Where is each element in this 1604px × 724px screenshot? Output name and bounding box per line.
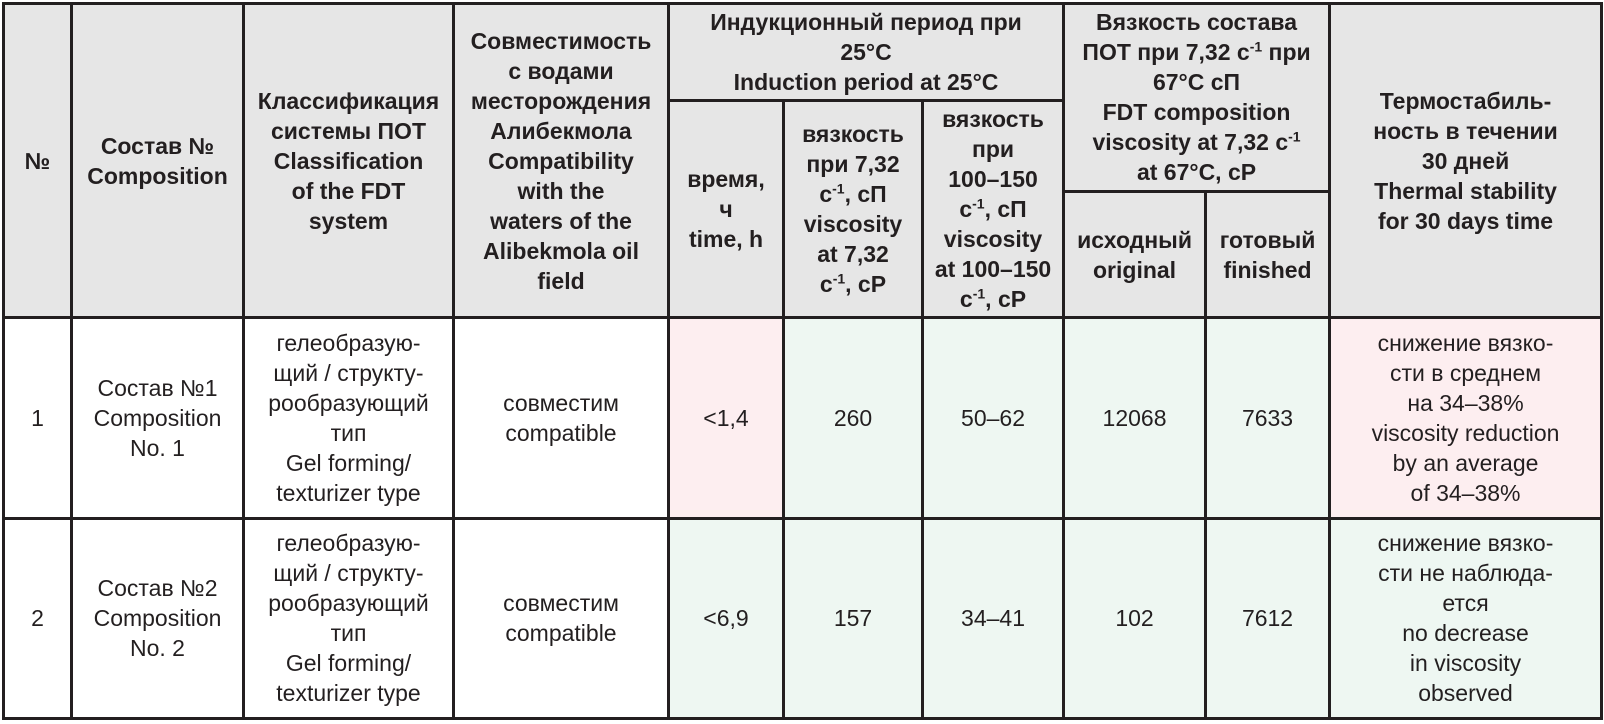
cell-text-line: viscosity reduction	[1371, 420, 1560, 447]
header-text-line: $с^{-1}$, сП	[819, 180, 887, 208]
cell-original: 12068	[1064, 318, 1206, 518]
cell-classification	[244, 518, 454, 718]
header-text-line: original	[1093, 256, 1177, 283]
cell-thermal-stability	[1330, 318, 1602, 518]
header-text-line: при 7,32	[806, 151, 900, 178]
cell-text-line: of 34–38%	[1410, 480, 1521, 507]
header-text-line: $с^{-1}$, сП	[959, 195, 1027, 223]
header-text-line: $с^{-1}$, сP	[819, 270, 887, 298]
header-finished	[1206, 191, 1330, 318]
cell-text-line: in viscosity	[1409, 650, 1522, 677]
header-text-line: системы ПОТ	[271, 117, 426, 144]
cell-text-line: гелеобразую-	[276, 530, 421, 557]
cell-num: 2	[4, 518, 72, 718]
cell-text-line: texturizer type	[276, 480, 421, 507]
cell-text-line: щий / структу-	[273, 560, 424, 587]
header-composition	[72, 4, 244, 318]
header-text-line: готовый	[1219, 226, 1316, 253]
header-fdt-viscosity	[1064, 4, 1330, 192]
header-text-line: Вязкость состава	[1096, 9, 1298, 36]
cell-viscosity-732: 157	[784, 518, 923, 718]
header-text-line: viscosity	[803, 211, 903, 238]
header-text-line: при	[971, 136, 1015, 163]
cell-text-line: снижение вязко-	[1377, 330, 1554, 357]
cell-text-line: рообразующий	[268, 590, 429, 617]
header-row-1	[4, 4, 1602, 101]
cell-text-line: No. 2	[130, 635, 185, 662]
header-text-line: вязкость	[802, 121, 904, 148]
header-text-line: at 67°C, cP	[1136, 159, 1257, 186]
cell-finished: 7612	[1206, 518, 1330, 718]
header-text-line: viscosity at 7,32 $c^{-1}$	[1092, 128, 1301, 156]
header-viscosity-732	[784, 101, 923, 318]
cell-composition	[72, 518, 244, 718]
header-original	[1064, 191, 1206, 318]
cell-text-line: совместим	[503, 390, 619, 417]
cell-viscosity-732: 260	[784, 318, 923, 518]
header-text-line: ПОТ при 7,32 $с^{-1}$ при	[1082, 38, 1311, 66]
header-classification	[244, 4, 454, 318]
cell-text-line: Gel forming/	[285, 650, 412, 677]
cell-time: <1,4	[669, 318, 784, 518]
cell-text-line: by an average	[1392, 450, 1539, 477]
header-time	[669, 101, 784, 318]
cell-text-line: сти не наблюда-	[1378, 560, 1553, 587]
cell-text-line: рообразующий	[268, 390, 429, 417]
header-text-line: Совместимость	[470, 27, 652, 54]
header-text-line: время,	[687, 166, 765, 193]
table-row	[4, 518, 1602, 718]
header-text-line: with the	[517, 177, 605, 204]
cell-text-line: compatible	[505, 420, 617, 447]
header-text-line: Состав №	[100, 132, 215, 159]
table-row	[4, 318, 1602, 518]
header-text-line: 25°C	[840, 39, 892, 66]
cell-finished: 7633	[1206, 318, 1330, 518]
cell-text-line: гелеобразую-	[276, 330, 421, 357]
cell-classification	[244, 318, 454, 518]
header-text-line: 30 дней	[1421, 147, 1510, 174]
header-text-line: for 30 days time	[1377, 207, 1554, 234]
cell-text-line: снижение вязко-	[1377, 530, 1554, 557]
header-text-line: Alibekmola oil	[483, 237, 639, 264]
cell-viscosity-100-150: 50–62	[923, 318, 1064, 518]
header-induction-period	[669, 4, 1064, 101]
header-compatibility	[454, 4, 669, 318]
header-text-line: Classification	[273, 147, 424, 174]
header-text-line: ность в течении	[1373, 117, 1558, 144]
header-text-line: 100–150	[948, 166, 1038, 193]
cell-text-line: texturizer type	[276, 680, 421, 707]
header-text-line: time, h	[688, 226, 764, 253]
cell-composition	[72, 318, 244, 518]
header-text-line: месторождения	[470, 87, 652, 114]
header-text-line: of the FDT	[291, 177, 406, 204]
header-text-line: ч	[719, 196, 733, 223]
cell-text-line: Gel forming/	[285, 450, 412, 477]
cell-text-line: Composition	[93, 605, 222, 632]
header-text-line: Induction period at 25°C	[733, 69, 999, 96]
header-thermal-stability	[1330, 4, 1602, 318]
header-text-line: field	[537, 267, 585, 294]
cell-time: <6,9	[669, 518, 784, 718]
header-text-line: Compatibility	[488, 147, 634, 174]
header-text-line: Thermal stability	[1374, 177, 1557, 204]
cell-text-line: ется	[1442, 590, 1489, 617]
header-text-line: at 100–150	[934, 256, 1052, 283]
header-text-line: $с^{-1}$, сP	[959, 285, 1027, 313]
header-text-line: Composition	[87, 162, 228, 189]
cell-text-line: Composition	[93, 405, 222, 432]
cell-text-line: тип	[330, 620, 367, 647]
cell-text-line: no decrease	[1402, 620, 1529, 647]
header-text-line: at 7,32	[817, 241, 889, 268]
cell-text-line: Состав №1	[97, 375, 218, 402]
cell-compatibility	[454, 318, 669, 518]
cell-num: 1	[4, 318, 72, 518]
header-text-line: finished	[1223, 256, 1312, 283]
header-text-line: system	[308, 207, 389, 234]
cell-thermal-stability	[1330, 518, 1602, 718]
header-viscosity-100-150	[923, 101, 1064, 318]
cell-text-line: на 34–38%	[1407, 390, 1524, 417]
cell-text-line: совместим	[503, 590, 619, 617]
header-text-line: вязкость	[942, 106, 1044, 133]
header-num: №	[4, 4, 72, 318]
cell-text-line: тип	[330, 420, 367, 447]
header-text-line: Термостабиль-	[1379, 87, 1552, 114]
header-text-line: 67°C сП	[1152, 69, 1241, 96]
header-text-line: waters of the	[490, 207, 632, 234]
header-text-line: viscosity	[943, 226, 1043, 253]
header-text-line: Алибекмола	[490, 117, 632, 144]
header-text-line: Классификация	[257, 87, 440, 114]
cell-viscosity-100-150: 34–41	[923, 518, 1064, 718]
cell-text-line: compatible	[505, 620, 617, 647]
cell-text-line: No. 1	[130, 435, 185, 462]
data-table	[2, 2, 1603, 720]
header-text-line: исходный	[1077, 226, 1192, 253]
cell-text-line: observed	[1418, 680, 1513, 707]
cell-text-line: щий / структу-	[273, 360, 424, 387]
header-text-line: Индукционный период при	[710, 9, 1022, 36]
cell-text-line: Состав №2	[97, 575, 218, 602]
header-text-line: FDT composition	[1102, 99, 1291, 126]
cell-original: 102	[1064, 518, 1206, 718]
cell-text-line: сти в среднем	[1389, 360, 1542, 387]
header-text-line: с водами	[508, 57, 614, 84]
cell-compatibility	[454, 518, 669, 718]
